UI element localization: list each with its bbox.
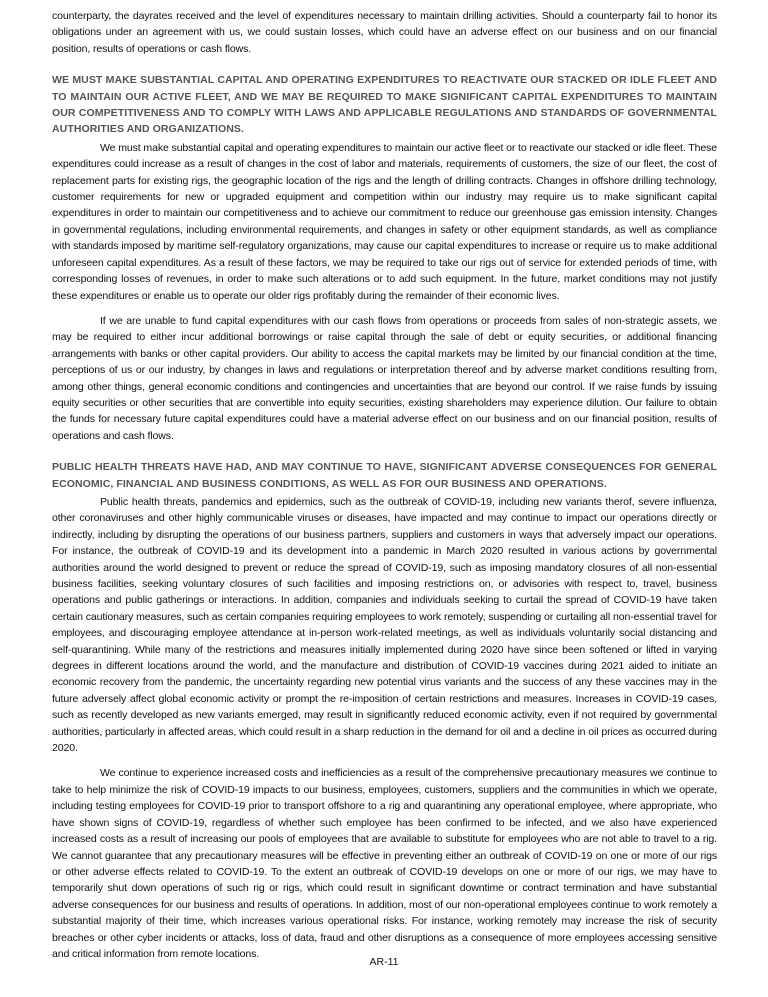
paragraph: If we are unable to fund capital expenditures with our cash flows from operations or proceeds from sales of non-strategic assets, we may be required to either incur additional borrowings or raise capital through the sale of debt or equity securities, or additional financing arrangements with banks or other capital providers. Our ability to access the capital markets may be limited by our financial condition at the time, perceptions of us or our industry, by changes in laws and regulations or interpretation thereof and by adverse market conditions resulting from, among other things, general economic conditions and contingencies and uncertainties that are beyond our control. If we raise funds by issuing equity securities or other securities that are convertible into equity securities, existing shareholders may experience dilution. Our failure to obtain the funds for necessary future capital expenditures could have a material adverse effect on our business and on our financial position, results of operations and cash flows. [52, 314, 717, 442]
paragraph: We must make substantial capital and operating expenditures to maintain our active fleet or to reactivate our stacked or idle fleet. These expenditures could increase as a result of changes in the cost of labor and materials, requirements of customers, the size of our fleet, the cost of replacement parts for existing rigs, the geographic location of the rigs and the length of drilling contracts. Changes in offshore drilling technology, customer requirements for new or upgraded equipment and competition within our industry may require us to make significant capital expenditures in order to maintain our competitiveness and to achieve our commitment to reduce our greenhouse gas emission intensity. Changes in governmental regulations, including environmental requirements, and changes in safety or other equipment standards, as well as compliance with standards imposed by maritime self-regulatory organizations, may cause our capital expenditures to increase or require us to make additional unforeseen capital expenditures. As a result of these factors, we may be required to take our rigs out of service for extended periods of time, with corresponding losses of revenues, in order to make such alterations or to add such equipment. In the future, market conditions may not justify these expenditures or enable us to operate our older rigs profitably during the remainder of their economic lives. [52, 141, 717, 302]
paragraph: Public health threats, pandemics and epidemics, such as the outbreak of COVID-19, including new variants therof, severe influenza, other coronaviruses and other highly communicable viruses or diseases, have impacted and may continue to impact our operations directly or indirectly, including by disrupting the operations of our business partners, suppliers and customers in ways that adversely impact our operations. For instance, the outbreak of COVID-19 and its development into a pandemic in March 2020 resulted in various actions by governmental authorities around the world designed to prevent or reduce the spread of COVID-19, such as imposing mandatory closures of all non-essential business facilities, seeking voluntary closures of such facilities and imposing restrictions on, or advisories with respect to, travel, business operations and public gatherings or interactions. In addition, companies and individuals seeking to curtail the spread of COVID-19 have taken certain cautionary measures, such as certain companies requiring employees to work remotely, suspending or curtailing all non-essential travel for employees, and discouraging employee attendance at in-person work-related meetings, as well as individuals voluntarily social distancing and self-quarantining. While many of the restrictions and measures initially implemented during 2020 have since been softened or lifted in varying degrees in different locations around the world, and the manufacture and distribution of COVID-19 vaccines during 2021 aided to initiate an economic recovery from the pandemic, the uncertainty regarding new potential virus variants and the success of any these vaccines may in the future adversely affect global economic activity or prompt the re-imposition of certain restrictions and measures. Increases in COVID-19 cases, such as recently developed as new variants emerged, may result in significantly reduced economic activity, even if not required by governmental authorities, particularly in affected areas, which could result in a sharp reduction in the demand for oil and a decline in oil prices as occurred during 2020. [52, 495, 717, 755]
page-number: AR-11 [369, 956, 399, 968]
continued-paragraph: counterparty, the dayrates received and the level of expenditures necessary to maintain drilling activities. Should a counterparty fail to honor its obligations under an agreement with us, we could sustain losses, which could have an adverse effect on our business and on our financial position, results of operations or cash flows. [52, 10, 717, 55]
section-heading-public-health: PUBLIC HEALTH THREATS HAVE HAD, AND MAY CONTINUE TO HAVE, SIGNIFICANT ADVERSE CONSEQUENCES FOR GENERAL ECONOMIC, FINANCIAL AND BUSINESS CONDITIONS, AS WELL AS FOR OUR BUSINESS AND OPERATIONS. [52, 461, 717, 490]
paragraph: We continue to experience increased costs and inefficiencies as a result of the comprehensive precautionary measures we continue to take to help minimize the risk of COVID-19 impacts to our business, employees, customers, suppliers and the communities in which we operate, including testing employees for COVID-19 prior to transport offshore to a rig and quarantining any operational employee, where appropriate, who have shown signs of COVID-19, regardless of whether such employee has been confirmed to be infected, and we also have experienced increased costs as a result of increasing our pools of employees that are available to substitute for employees who are not able to travel to a rig. We cannot guarantee that any precautionary measures will be effective in preventing either an outbreak of COVID-19 on one or more of our rigs or other adverse effects related to COVID-19. To the extent an outbreak of COVID-19 develops on one or more of our rigs, we may have to temporarily shut down operations of such rig or rigs, which could result in significant downtime or contract termination and have substantial adverse consequences for our business and results of operations. In addition, most of our non-operational employees continue to work remotely a substantial majority of their time, which increases various operational risks. For instance, working remotely may increase the risk of security breaches or other cyber incidents or attacks, loss of data, fraud and other disruptions as a consequence of more employees accessing sensitive and critical information from remote locations. [52, 767, 717, 960]
section-heading-capital-expenditures: WE MUST MAKE SUBSTANTIAL CAPITAL AND OPERATING EXPENDITURES TO REACTIVATE OUR STACKED OR IDLE FLEET AND TO MAINTAIN OUR ACTIVE FLEET, AND WE MAY BE REQUIRED TO MAKE SIGNIFICANT CAPITAL EXPENDITURES TO MAINTAIN OUR COMPETITIVENESS AND TO COMPLY WITH LAWS AND APPLICABLE REGULATIONS AND STANDARDS OF GOVERNMENTAL AUTHORITIES AND ORGANIZATIONS. [52, 74, 717, 136]
document-page [52, 8, 717, 971]
